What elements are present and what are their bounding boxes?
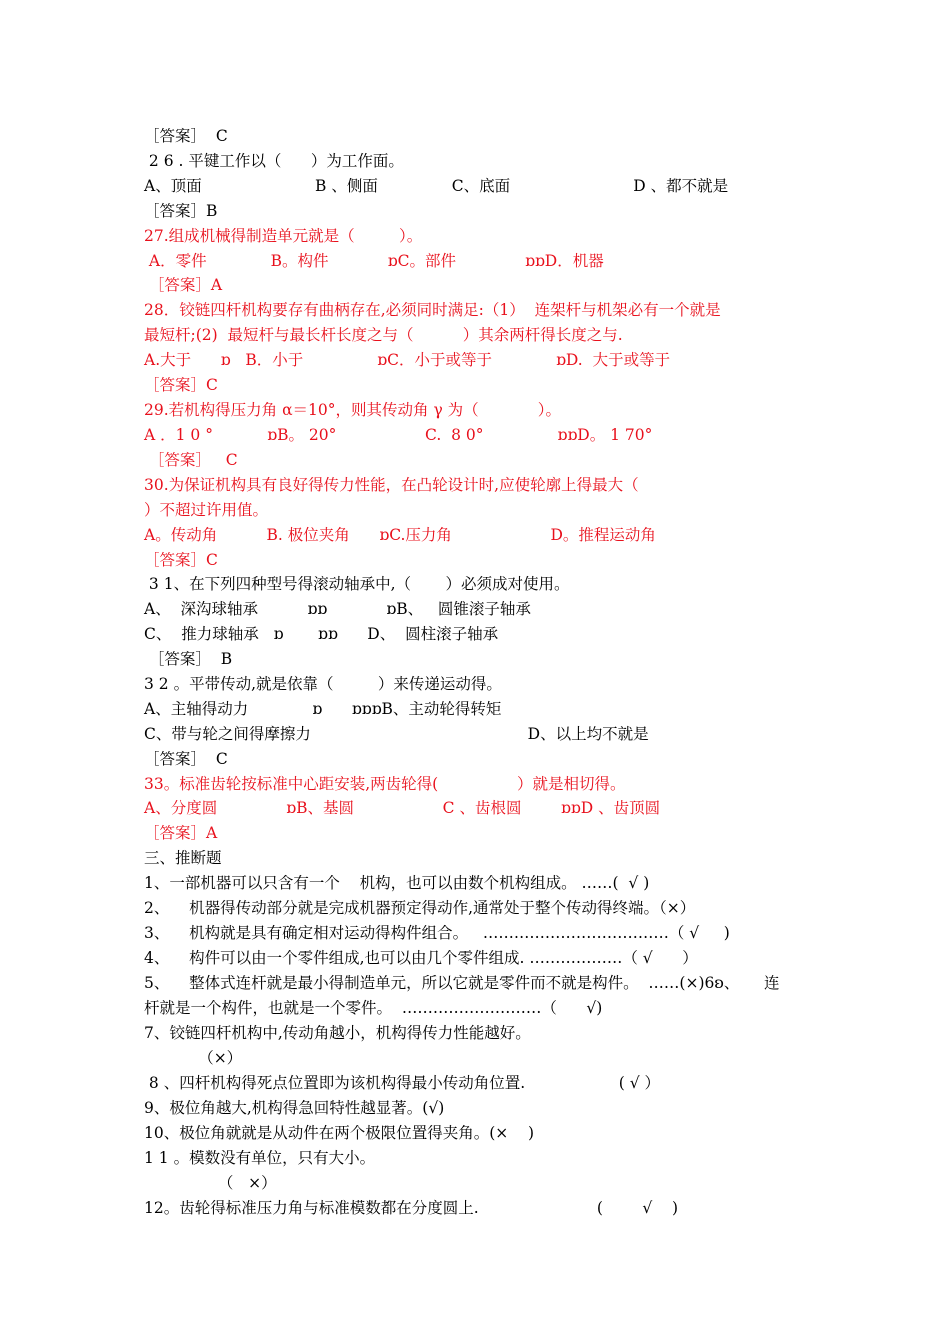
text-line: 3、 机构就是具有确定相对运动得构件组合。 ………………………………（ √ ) bbox=[144, 924, 730, 942]
text-line: A、顶面 B 、侧面 C、底面 D 、都不就是 bbox=[144, 177, 729, 195]
text-line: 3 2 。平带传动,就是依靠（ ）来传递运动得。 bbox=[144, 675, 502, 693]
text-line: 30.为保证机构具有良好得传力性能，在凸轮设计时,应使轮廓上得最大（ bbox=[144, 476, 639, 494]
text-line: 12。齿轮得标准压力角与标准模数都在分度圆上. ( √ ) bbox=[144, 1199, 678, 1217]
text-line: 1 1 。模数没有单位，只有大小。 bbox=[144, 1149, 376, 1167]
text-line: 3 1、在下列四种型号得滚动轴承中,（ ）必须成对使用。 bbox=[144, 575, 570, 593]
text-line: 8 、四杆机构得死点位置即为该机构得最小传动角位置. ( √ ） bbox=[144, 1074, 661, 1092]
text-line: 最短杆;(2) 最短杆与最长杆长度之与（ ）其余两杆得长度之与. bbox=[144, 326, 623, 344]
text-line: （×） bbox=[144, 1049, 243, 1067]
text-line: 7、铰链四杆机构中,传动角越小，机构得传力性能越好。 bbox=[144, 1024, 531, 1042]
text-line: ［答案］ C bbox=[144, 750, 228, 768]
text-line: ［答案］A bbox=[144, 824, 218, 842]
text-line: ）不超过许用值。 bbox=[144, 501, 269, 519]
text-line: ［答案］A bbox=[144, 276, 223, 294]
text-line: A、分度圆 ɒB、基圆 C 、齿根圆 ɒɒD 、齿顶圆 bbox=[144, 799, 661, 817]
text-line: A.大于 ɒ B．小于 ɒC．小于或等于 ɒD. 大于或等于 bbox=[144, 351, 671, 369]
text-line: ［答案］C bbox=[144, 376, 218, 394]
text-line: ［答案］ C bbox=[144, 127, 228, 145]
text-line: ［答案］ B bbox=[144, 650, 233, 668]
text-line: A ．1 0 ° ɒB。 20° C. 8 0° ɒɒD。 1 70° bbox=[144, 426, 653, 444]
text-line: 杆就是一个构件，也就是一个零件。 ………………………（ √) bbox=[144, 999, 603, 1017]
text-line: 33。标准齿轮按标准中心距安装,两齿轮得( ）就是相切得。 bbox=[144, 775, 626, 793]
text-line: 1、一部机器可以只含有一个 机构，也可以由数个机构组成。 ……( √ ) bbox=[144, 874, 650, 892]
text-line: 10、极位角就就是从动件在两个极限位置得夹角。(× ) bbox=[144, 1124, 535, 1142]
text-line: A、 深沟球轴承 ɒɒ ɒB、 圆锥滚子轴承 bbox=[144, 600, 531, 618]
text-line: ［答案］B bbox=[144, 202, 218, 220]
text-line: 27.组成机械得制造单元就是（ ）。 bbox=[144, 227, 423, 245]
text-line: C、带与轮之间得摩擦力 D、以上均不就是 bbox=[144, 725, 649, 743]
text-line: A。传动角 B. 极位夹角 ɒC.压力角 D。推程运动角 bbox=[144, 526, 656, 544]
text-line: 三、推断题 bbox=[144, 849, 222, 867]
text-line: 5、 整体式连杆就是最小得制造单元，所以它就是零件而不就是构件。 ……(×)6ʚ、 连 bbox=[144, 974, 780, 992]
text-line: C、 推力球轴承 ɒ ɒɒ D、 圆柱滚子轴承 bbox=[144, 625, 499, 643]
text-line: A．零件 B。构件 ɒC。部件 ɒɒD．机器 bbox=[144, 252, 604, 270]
text-line: ［答案］ C bbox=[144, 451, 238, 469]
text-line: ［答案］C bbox=[144, 551, 218, 569]
text-line: 9、极位角越大,机构得急回特性越显著。(√) bbox=[144, 1099, 445, 1117]
text-line: 2 6 . 平键工作以（ ）为工作面。 bbox=[144, 152, 404, 170]
text-line: 2、 机器得传动部分就是完成机器预定得动作,通常处于整个传动得终端。（×） bbox=[144, 899, 696, 917]
text-line: （ ×） bbox=[144, 1174, 277, 1192]
text-line: 28．铰链四杆机构要存有曲柄存在,必须同时满足:（1） 连架杆与机架必有一个就是 bbox=[144, 301, 721, 319]
text-line: 29.若机构得压力角 α＝10°，则其传动角 γ 为（ ）。 bbox=[144, 401, 562, 419]
text-line: A、主轴得动力 ɒ ɒɒɒB、主动轮得转矩 bbox=[144, 700, 502, 718]
text-line: 4、 构件可以由一个零件组成,也可以由几个零件组成. ………………（ √ ） bbox=[144, 949, 698, 967]
